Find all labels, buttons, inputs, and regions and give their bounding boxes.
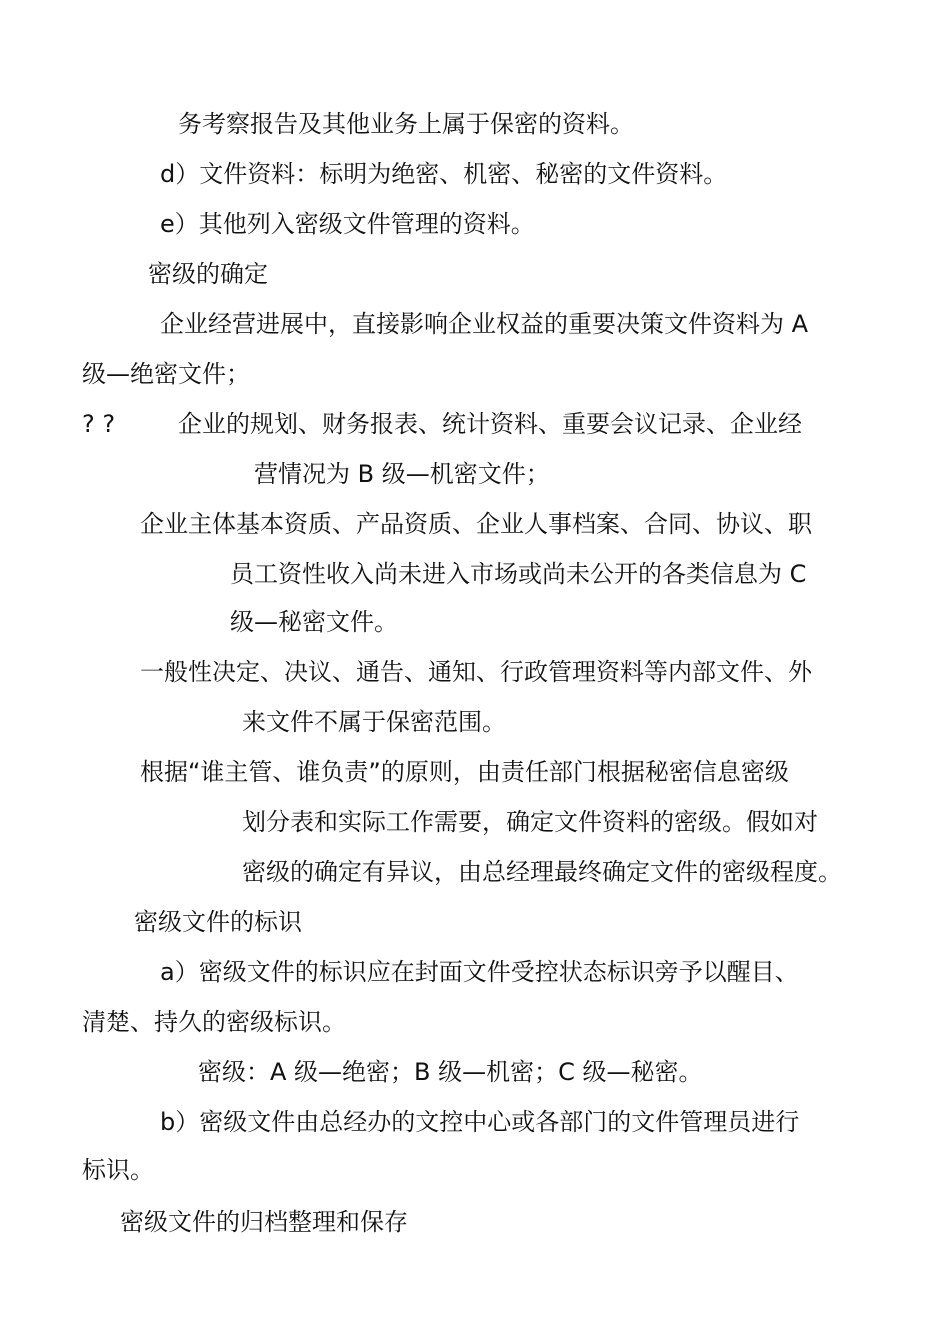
text-line: 密级：A 级—绝密；B 级—机密；C 级—秘密。 [198,1058,703,1086]
text-line: 级—秘密文件。 [230,608,398,636]
list-item-d: d）文件资料：标明为绝密、机密、秘密的文件资料。 [160,160,728,188]
text-line: 级—绝密文件； [82,360,250,388]
text-line: 一般性决定、决议、通告、通知、行政管理资料等内部文件、外 [140,658,812,686]
text-line: 根据“谁主管、谁负责”的原则，由责任部门根据秘密信息密级 [140,758,789,786]
text-line: 员工资性收入尚未进入市场或尚未公开的各类信息为 C [230,560,807,588]
text-line: 标识。 [82,1156,154,1184]
text-line: 划分表和实际工作需要，确定文件资料的密级。假如对 [242,808,818,836]
text-line: 务考察报告及其他业务上属于保密的资料。 [178,110,634,138]
text-line: 清楚、持久的密级标识。 [82,1008,346,1036]
list-item-b: b）密级文件由总经办的文控中心或各部门的文件管理员进行 [160,1108,800,1136]
section-heading: 密级文件的归档整理和保存 [120,1208,408,1236]
section-heading: 密级文件的标识 [134,908,302,936]
list-item-e: e）其他列入密级文件管理的资料。 [160,210,535,238]
text-line: 营情况为 B 级—机密文件； [254,460,550,488]
text-line: 来文件不属于保密范围。 [242,708,506,736]
list-item-a: a）密级文件的标识应在封面文件受控状态标识旁予以醒目、 [160,958,799,986]
text-line: 密级的确定有异议，由总经理最终确定文件的密级程度。 [242,858,842,886]
bullet-placeholder: ? ? [82,410,116,438]
text-line: 企业主体基本资质、产品资质、企业人事档案、合同、协议、职 [140,510,812,538]
text-line: 企业的规划、财务报表、统计资料、重要会议记录、企业经 [178,410,802,438]
section-heading: 密级的确定 [148,260,268,288]
text-line: 企业经营进展中，直接影响企业权益的重要决策文件资料为 A [160,310,809,338]
